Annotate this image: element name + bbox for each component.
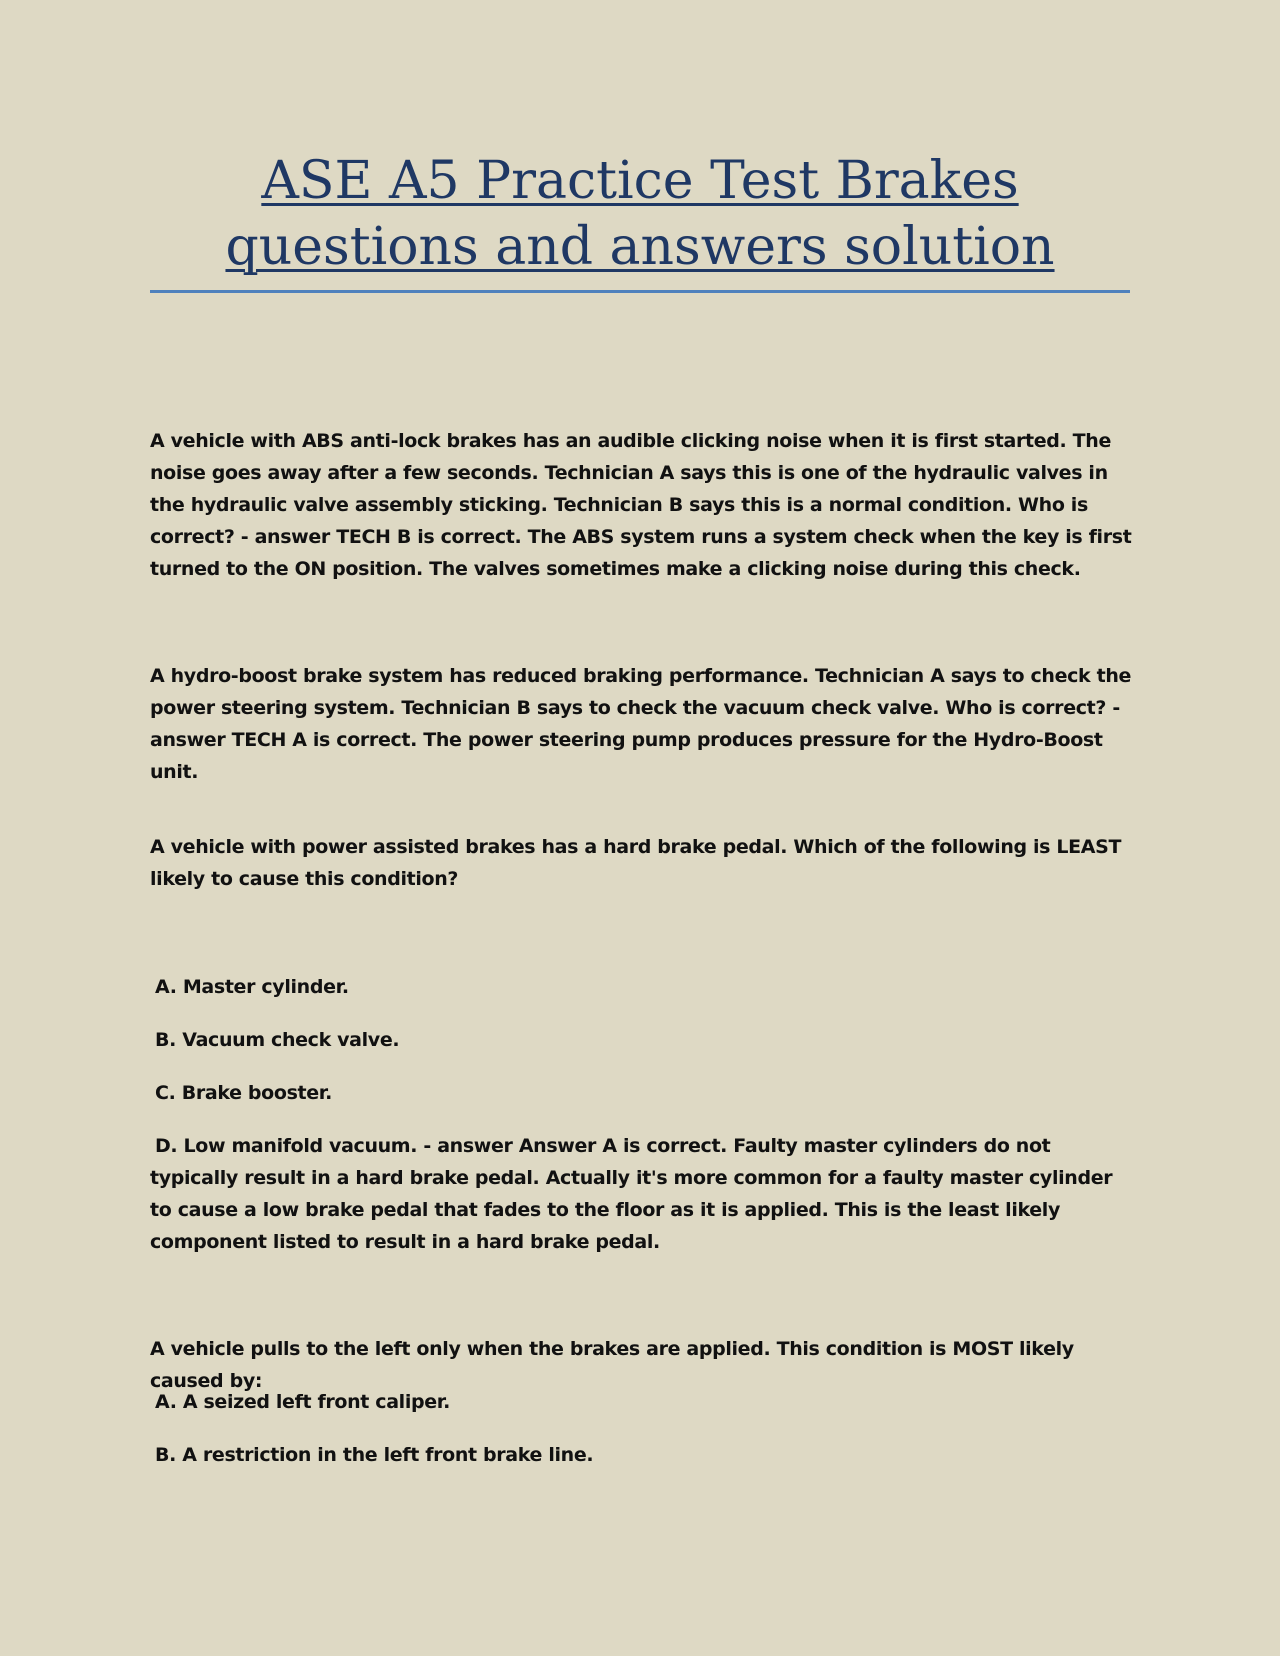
question-3-option-b: B. Vacuum check valve. bbox=[155, 1029, 400, 1051]
question-3-option-d: D. Low manifold vacuum. - answer Answer A is correct. Faulty master cylinders do not typically result in a hard brake pedal. Actually it's more common for a faulty master cylinder to cause a low brake pedal that fades to the floor as it is applied. This is the least likely component listed to result in a hard brake pedal. bbox=[150, 1135, 1113, 1253]
question-3-option-c: C. Brake booster. bbox=[155, 1082, 332, 1104]
question-2: A hydro-boost brake system has reduced braking performance. Technician A says to check the power steering system. Technician B says to check the vacuum check valve. Who is correct? - answer TECH A is correct. The power steering pump produces pressure for the Hydro-Boost unit. bbox=[150, 665, 1132, 783]
question-4: A vehicle pulls to the left only when the brakes are applied. This condition is MOST likely caused by: bbox=[150, 1338, 1074, 1392]
question-1: A vehicle with ABS anti-lock brakes has an audible clicking noise when it is first started. The noise goes away after a few seconds. Technician A says this is one of the hydraulic valves in the hydraulic valve assembly sticking. Technician B says this is a normal condition. Who is correct? - answer TECH B is correct. The ABS system runs a system check when the key is first turned to the ON position. The valves sometimes make a clicking noise during this check. bbox=[150, 430, 1132, 580]
question-4-option-a: A. A seized left front caliper. bbox=[155, 1391, 450, 1413]
title-block bbox=[150, 148, 1130, 293]
question-3-option-a: A. Master cylinder. bbox=[155, 976, 349, 998]
question-4-option-b: B. A restriction in the left front brake line. bbox=[155, 1444, 594, 1466]
document-title: ASE A5 Practice Test Brakes questions and answers solution bbox=[225, 151, 1055, 277]
question-3: A vehicle with power assisted brakes has a hard brake pedal. Which of the following is LEAST likely to cause this condition? bbox=[150, 836, 1122, 890]
